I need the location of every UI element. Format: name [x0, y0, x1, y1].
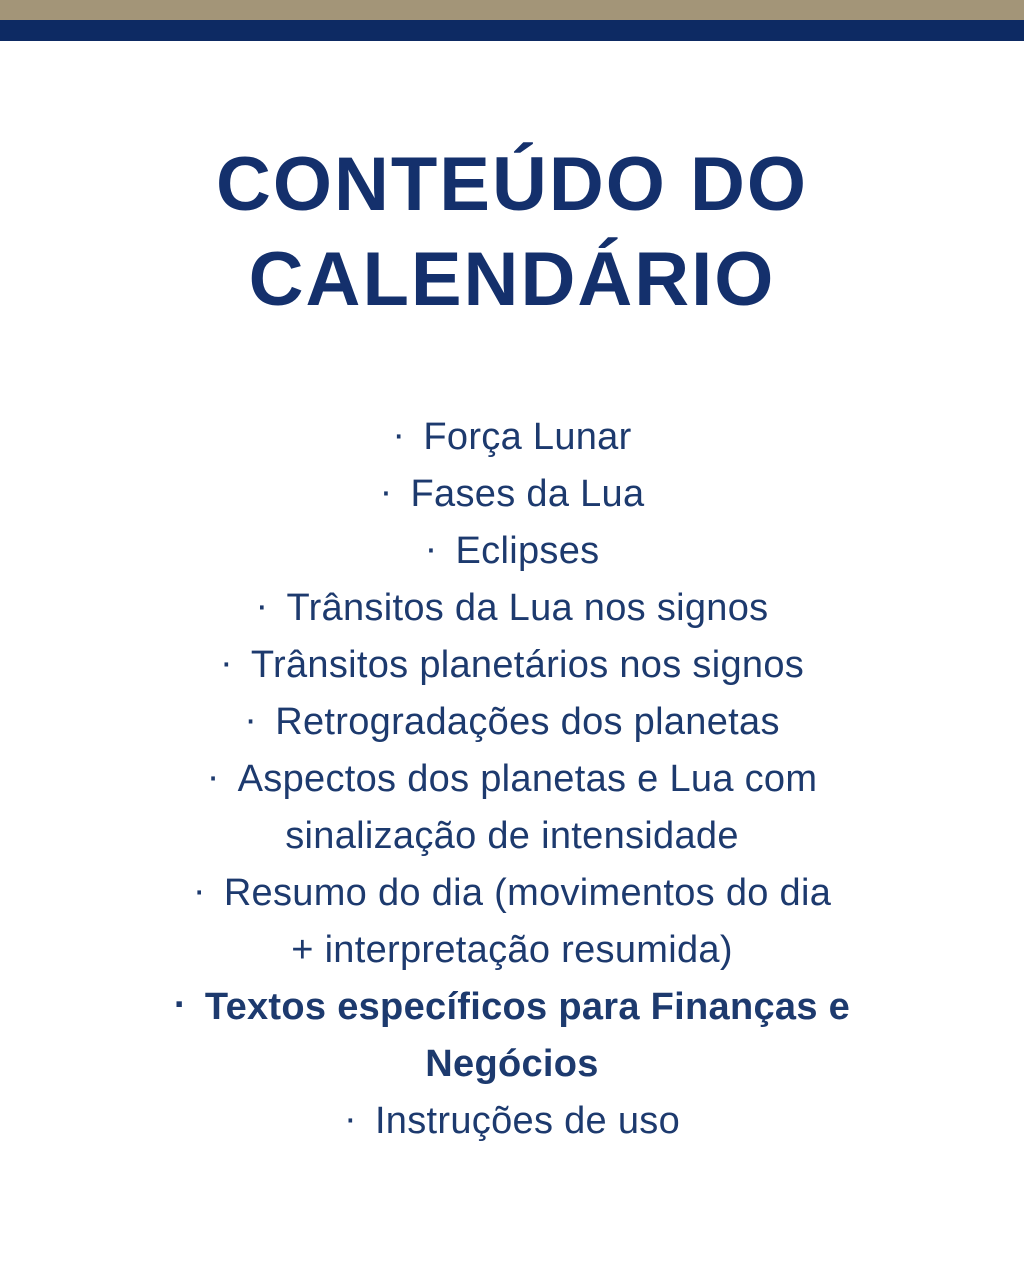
page-title-line2: CALENDÁRIO — [248, 237, 776, 322]
top-accent-bar-navy — [0, 20, 1024, 41]
list-item-label-continued: + interpretação resumida) — [291, 929, 733, 971]
list-item-label: Textos específicos para Finanças e — [204, 986, 851, 1028]
page-title — [0, 137, 1024, 327]
list-item-highlight — [0, 979, 1024, 1093]
bullet-dot-icon: · — [173, 984, 187, 1026]
bullet-dot-icon: · — [206, 756, 220, 798]
list-item — [0, 409, 1024, 466]
list-item-label: Fases da Lua — [410, 473, 645, 515]
list-item-label: Força Lunar — [423, 416, 632, 458]
list-item-label: Instruções de uso — [374, 1100, 681, 1142]
bullet-dot-icon: · — [244, 699, 258, 741]
bullet-dot-icon: · — [219, 642, 233, 684]
page-title-line1: CONTEÚDO DO — [216, 142, 808, 227]
list-item — [0, 637, 1024, 694]
list-item — [0, 1093, 1024, 1150]
list-item-label-continued: sinalização de intensidade — [285, 815, 739, 857]
bullet-dot-icon: · — [192, 870, 206, 912]
list-item-label: Aspectos dos planetas e Lua com — [237, 758, 818, 800]
bullet-dot-icon: · — [343, 1098, 357, 1140]
list-item-label: Retrogradações dos planetas — [275, 701, 780, 743]
list-item-label: Resumo do dia (movimentos do dia — [223, 872, 832, 914]
bullet-dot-icon: · — [424, 528, 438, 570]
slide-content — [0, 137, 1024, 1150]
list-item-label: Eclipses — [455, 530, 600, 572]
bullet-dot-icon: · — [255, 585, 269, 627]
list-item-label: Trânsitos planetários nos signos — [250, 644, 805, 686]
list-item — [0, 865, 1024, 979]
list-item-label-continued: Negócios — [425, 1043, 599, 1085]
list-item-label: Trânsitos da Lua nos signos — [286, 587, 769, 629]
bullet-dot-icon: · — [392, 414, 406, 456]
top-accent-bar-tan — [0, 0, 1024, 20]
bullet-list — [0, 409, 1024, 1150]
list-item — [0, 751, 1024, 865]
list-item — [0, 523, 1024, 580]
list-item — [0, 580, 1024, 637]
list-item — [0, 694, 1024, 751]
bullet-dot-icon: · — [379, 471, 393, 513]
list-item — [0, 466, 1024, 523]
